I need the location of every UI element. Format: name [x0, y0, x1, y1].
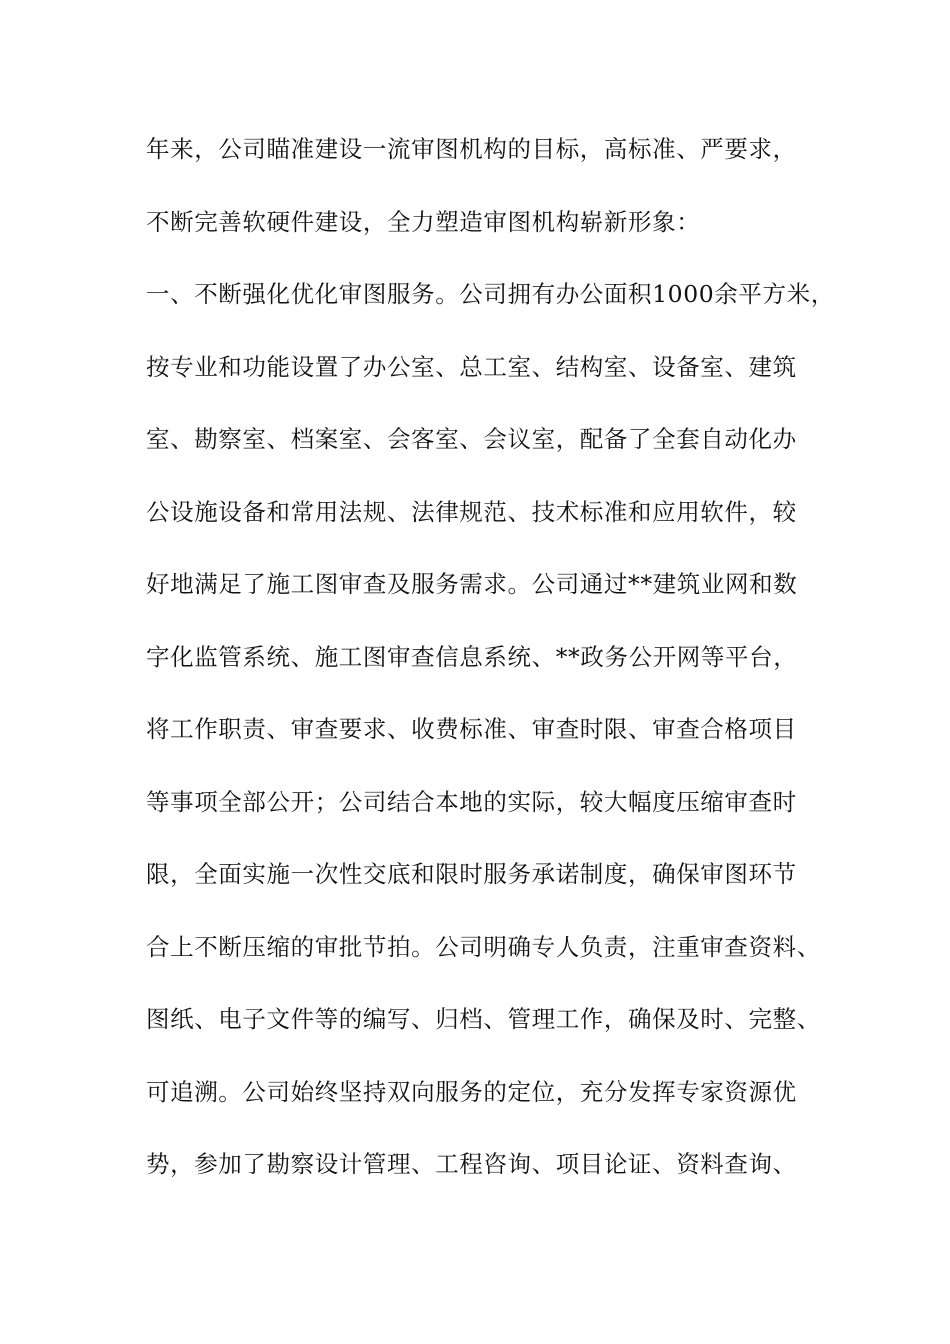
text-line: 字化监管系统、施工图审查信息系统、**政务公开网等平台，: [146, 642, 798, 671]
text-line: 年来，公司瞄准建设一流审图机构的目标，高标准、严要求，: [146, 135, 797, 163]
text-line: 不断完善软硬件建设，全力塑造审图机构崭新形象：: [146, 207, 701, 236]
text-line: 合上不断压缩的审批节拍。公司明确专人负责，注重审查资料、: [146, 932, 821, 961]
text-line: 好地满足了施工图审查及服务需求。公司通过**建筑业网和数: [146, 570, 798, 598]
text-line: 公设施设备和常用法规、法律规范、技术标准和应用软件，较: [146, 497, 797, 526]
text-line: 势，参加了勘察设计管理、工程咨询、项目论证、资料查询、: [146, 1150, 797, 1178]
text-line: 等事项全部公开；公司结合本地的实际，较大幅度压缩审查时: [146, 787, 797, 816]
text-line: 图纸、电子文件等的编写、归档、管理工作，确保及时、完整、: [146, 1005, 821, 1033]
body-text: [146, 121, 836, 1209]
text-line: 限，全面实施一次性交底和限时服务承诺制度，确保审图环节: [146, 860, 797, 888]
text-line: 可追溯。公司始终坚持双向服务的定位，充分发挥专家资源优: [146, 1077, 797, 1106]
text-line: 将工作职责、审查要求、收费标准、审查时限、审查合格项目: [146, 715, 797, 743]
text-line: 室、勘察室、档案室、会客室、会议室，配备了全套自动化办: [146, 425, 797, 453]
text-line: 按专业和功能设置了办公室、总工室、结构室、设备室、建筑: [146, 352, 797, 381]
text-line: 一、不断强化优化审图服务。公司拥有办公面积1000余平方米，: [146, 280, 835, 308]
